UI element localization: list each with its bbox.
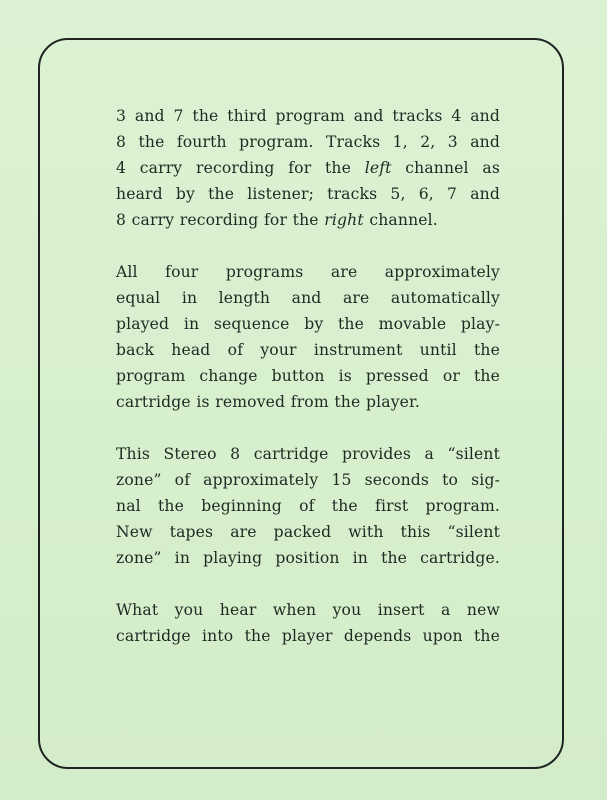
text-line: What you hear when you insert a new [116, 601, 500, 619]
text-line [116, 207, 500, 233]
text-line: All four programs are approximately [116, 263, 500, 281]
text-line: nal the beginning of the first program. [116, 497, 500, 515]
italic-word: right [324, 211, 364, 229]
text-segment: 4 carry recording for the [116, 159, 365, 177]
text-line: 8 the fourth program. Tracks 1, 2, 3 and [116, 133, 500, 151]
text-line: back head of your instrument until the [116, 341, 500, 359]
text-line: equal in length and are automatically [116, 289, 500, 307]
text-line: heard by the listener; tracks 5, 6, 7 and [116, 185, 500, 203]
text-line: zone” in playing position in the cartridge. [116, 549, 500, 567]
text-line [116, 155, 500, 181]
paragraph-3 [116, 441, 500, 571]
text-line: New tapes are packed with this “silent [116, 523, 500, 541]
text-segment: channel as [391, 159, 500, 177]
text-line: This Stereo 8 cartridge provides a “silent [116, 445, 500, 463]
text-line: cartridge into the player depends upon the [116, 627, 500, 645]
text-line: played in sequence by the movable play- [116, 315, 500, 333]
text-line: cartridge is removed from the player. [116, 393, 421, 411]
paragraph-2 [116, 259, 500, 415]
text-segment: 8 carry recording for the [116, 211, 325, 229]
body-text [116, 103, 500, 675]
text-line: program change button is pressed or the [116, 367, 500, 385]
text-segment: channel. [363, 211, 438, 229]
paragraph-4 [116, 597, 500, 649]
text-line: 3 and 7 the third program and tracks 4 and [116, 107, 500, 125]
text-line: zone” of approximately 15 seconds to sig- [116, 471, 500, 489]
italic-word: left [364, 159, 392, 177]
paragraph-1 [116, 103, 500, 233]
